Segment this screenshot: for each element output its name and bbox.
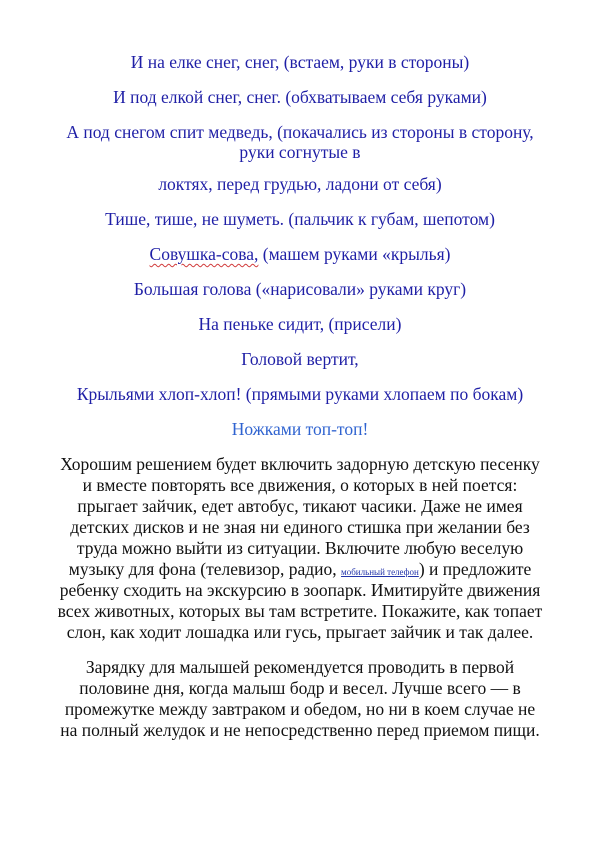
poem-line-7: Большая голова («нарисовали» руками круг): [133, 279, 467, 299]
poem-line-5: Тише, тише, не шуметь. (пальчик к губам, шепотом): [105, 209, 495, 229]
spellcheck-underlined-word: Совушка-сова,: [149, 244, 259, 264]
paragraph-2: Зарядку для малышей рекомендуется проводить в первой половине дня, когда малыш бодр и весел. Лучше всего — в промежутке между завтраком и обедом, но ни в коем случае не на полный желудок и не непосредственно перед приемом пищи.: [60, 657, 540, 740]
poem-line-11: Ножками топ-топ!: [231, 419, 369, 439]
poem-line-6: [56, 244, 544, 264]
poem-line-3: А под снегом спит медведь, (покачались из стороны в сторону, руки согнутые в: [66, 122, 534, 162]
poem-line-8: На пеньке сидит, (присели): [198, 314, 402, 334]
paragraph-1-text-after-link: ) и предложите ребенку сходить на экскурсию в зоопарк. Имитируйте движения всех животных, которых вы там встретите. Покажите, как топает слон, как ходит лошадка или гусь, прыгает зайчик и так далее.: [57, 559, 543, 642]
poem-line-9: Головой вертит,: [241, 349, 359, 369]
paragraph-1: [56, 454, 544, 643]
poem-line-6-rest: (машем руками «крылья): [258, 244, 451, 264]
poem-line-2: И под елкой снег, снег. (обхватываем себя руками): [113, 87, 487, 107]
poem-line-1: И на елке снег, снег, (встаем, руки в стороны): [130, 52, 470, 72]
poem-line-10: Крыльями хлоп-хлоп! (прямыми руками хлопаем по бокам): [76, 384, 524, 404]
mobile-phone-link[interactable]: мобильный телефон: [341, 567, 419, 577]
paragraph-1-text-before-link: Хорошим решением будет включить задорную детскую песенку и вместе повторять все движения, о которых в ней поется: прыгает зайчик, едет автобус, тикают часики. Даже не имея детских дисков и не зная ни единого стишка при желании без труда можно выйти из ситуации. Включите любую веселую музыку для фона (телевизор, радио,: [60, 454, 540, 579]
poem-line-4: локтях, перед грудью, ладони от себя): [158, 174, 442, 194]
